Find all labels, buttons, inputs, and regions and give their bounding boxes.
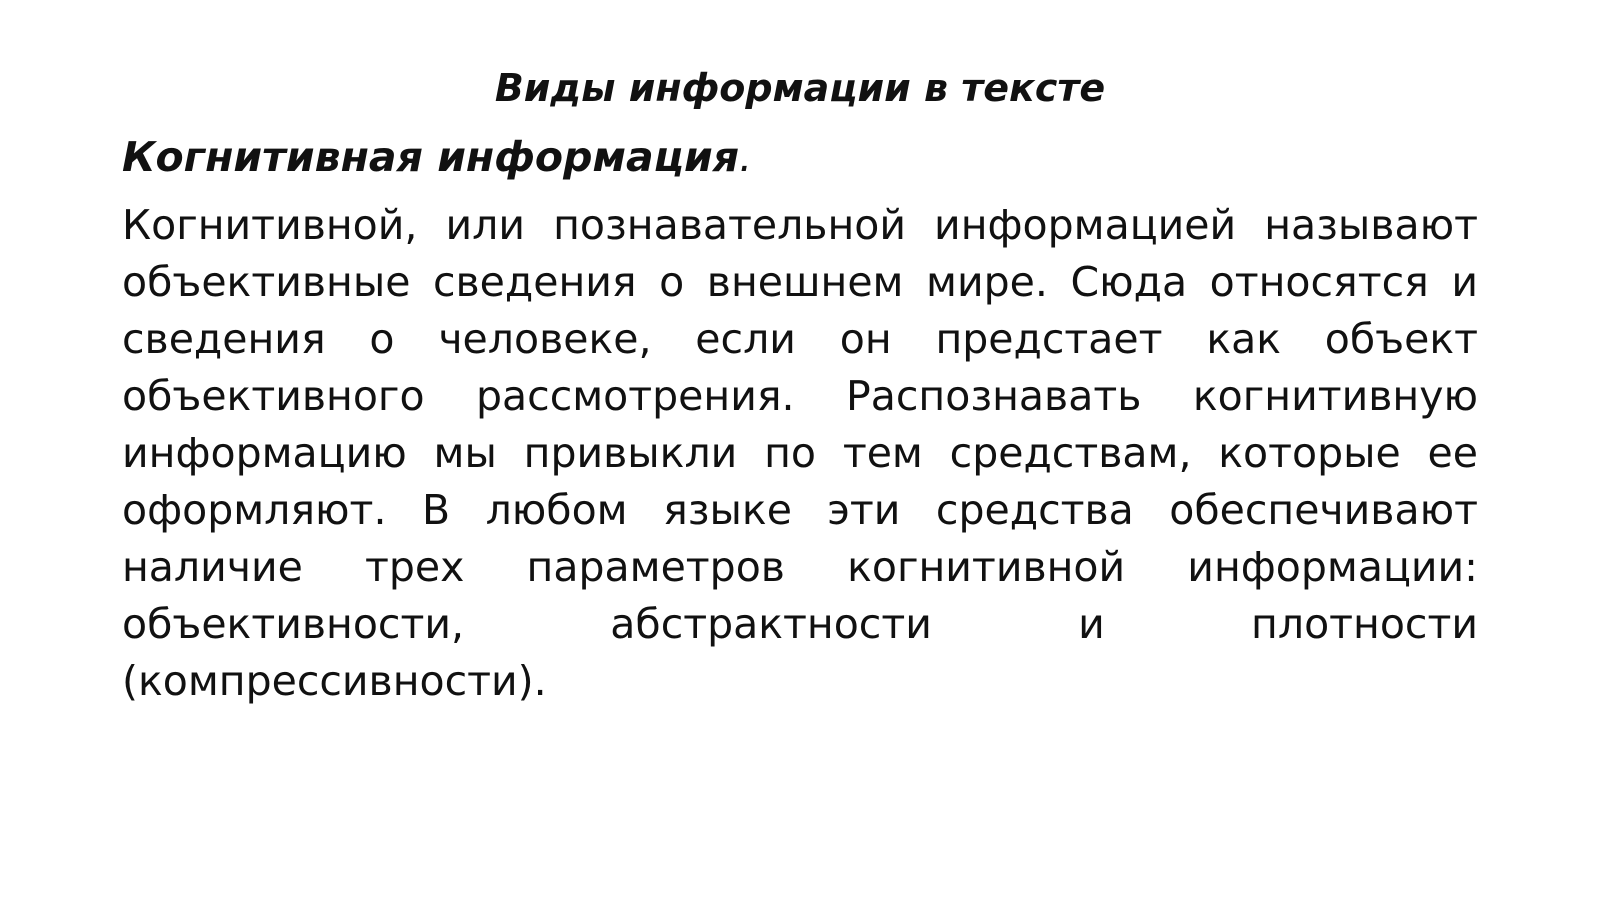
section-term: Когнитивная информация [122, 133, 740, 181]
slide-title: Виды информации в тексте [494, 66, 1106, 110]
slide-content [122, 132, 1478, 710]
section-heading [122, 132, 1478, 183]
body-paragraph: Когнитивной, или познавательной информацией называют объективные сведения о внешнем мире. Сюда относятся и сведения о человеке, если он предстает как объект объективного рассмотрения. Распознавать когнитивную информацию мы привыкли по тем средствам, которые ее оформляют. В любом языке эти средства обеспечивают наличие трех параметров когнитивной информации: объективности, абстрактности и плотности (компрессивности). [122, 201, 1478, 706]
section-term-punctuation: . [739, 133, 753, 181]
